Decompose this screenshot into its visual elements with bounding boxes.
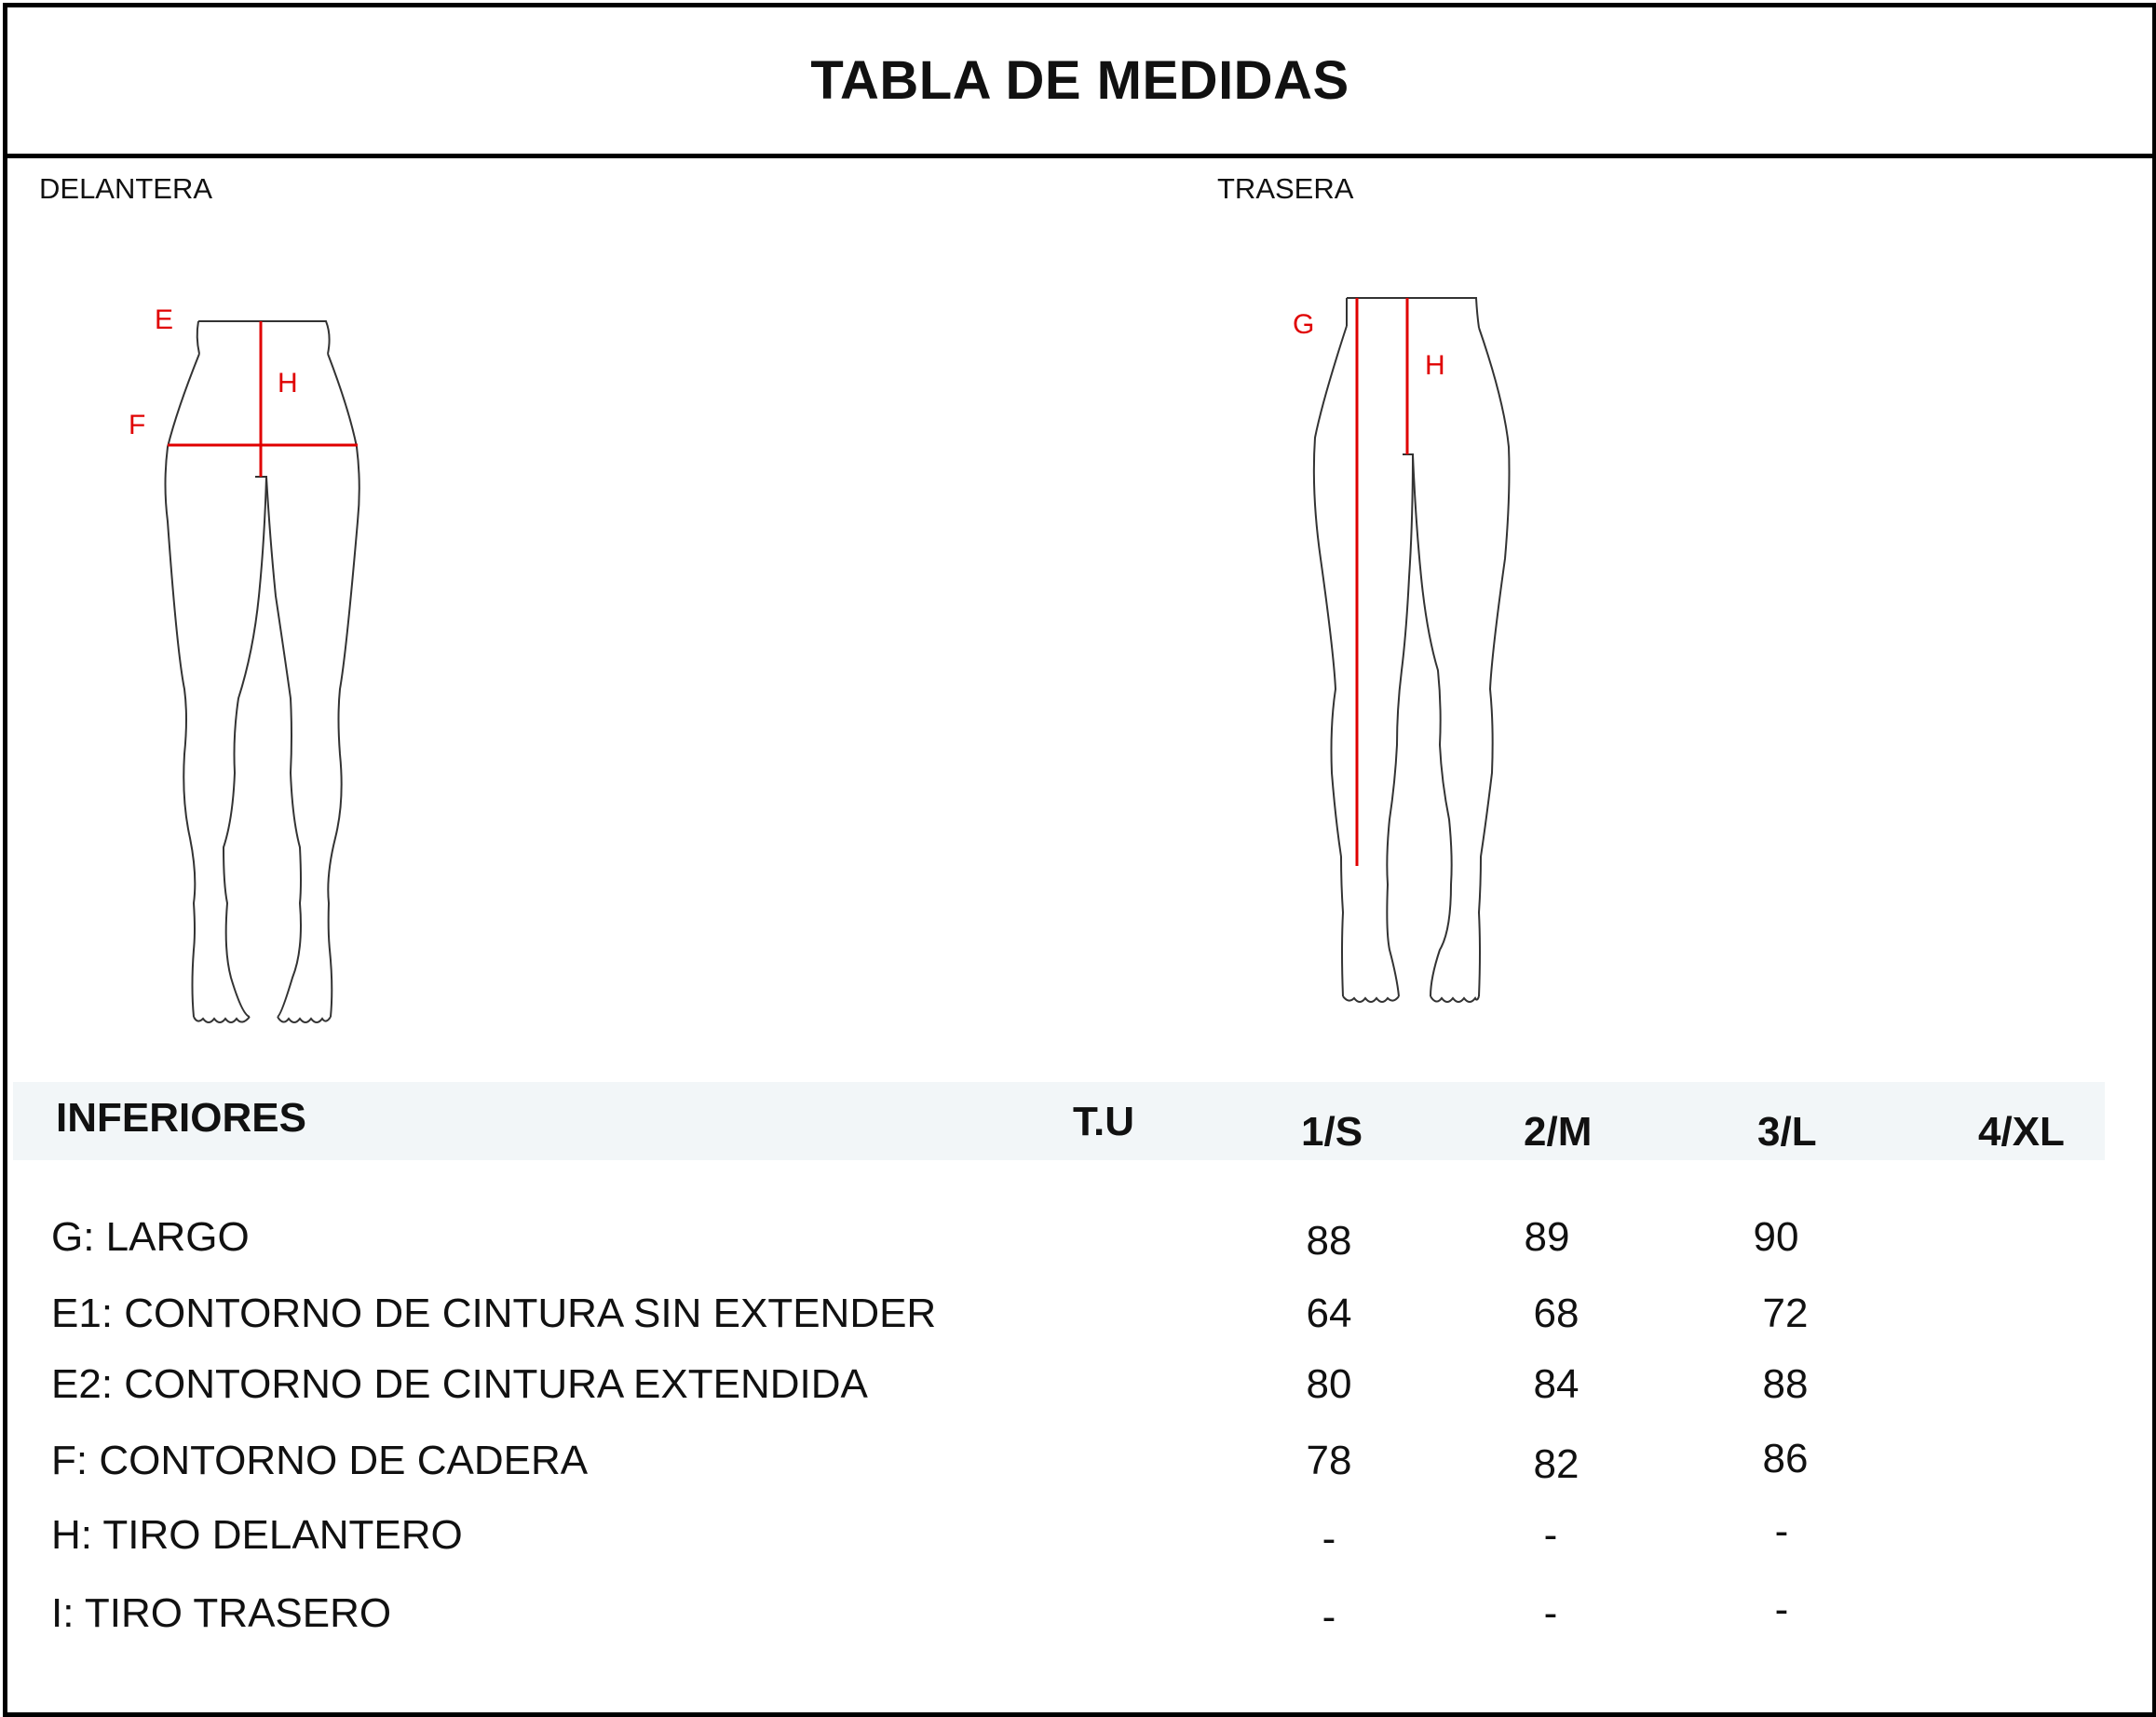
- front-leggings-outline: [166, 321, 359, 1022]
- value-m: 89: [1524, 1214, 1570, 1260]
- back-leggings-figure: [1267, 279, 1565, 1029]
- marker-h-back: H: [1425, 350, 1445, 381]
- value-s: 80: [1306, 1361, 1352, 1407]
- front-view-label: DELANTERA: [39, 172, 213, 205]
- row-label: E2: CONTORNO DE CINTURA EXTENDIDA: [51, 1361, 868, 1407]
- header-size-m: 2/M: [1524, 1109, 1593, 1155]
- value-l: 88: [1762, 1361, 1809, 1407]
- back-measure-lines: [1357, 298, 1407, 866]
- header-size-xl: 4/XL: [1978, 1109, 2065, 1155]
- value-m: 84: [1533, 1361, 1580, 1407]
- value-l: 86: [1762, 1436, 1809, 1481]
- value-s: 88: [1306, 1218, 1352, 1264]
- header-size-l: 3/L: [1757, 1109, 1817, 1155]
- front-leggings-figure: [93, 279, 391, 1048]
- value-l: 90: [1753, 1214, 1799, 1260]
- page-title: TABLA DE MEDIDAS: [810, 50, 1349, 111]
- row-label: I: TIRO TRASERO: [51, 1590, 392, 1636]
- value-m: -: [1543, 1512, 1558, 1558]
- value-s: -: [1322, 1516, 1336, 1562]
- value-s: 78: [1306, 1438, 1352, 1483]
- value-l: -: [1774, 1587, 1789, 1632]
- marker-f: F: [129, 410, 146, 440]
- value-s: -: [1322, 1594, 1336, 1640]
- header-category: INFERIORES: [56, 1095, 306, 1141]
- value-l: -: [1774, 1508, 1789, 1554]
- value-m: 82: [1533, 1441, 1580, 1487]
- header-tu: T.U: [1073, 1099, 1134, 1144]
- row-label: E1: CONTORNO DE CINTURA SIN EXTENDER: [51, 1291, 937, 1336]
- header-size-s: 1/S: [1301, 1109, 1363, 1155]
- marker-g: G: [1293, 309, 1315, 340]
- back-view-label: TRASERA: [1217, 172, 1354, 205]
- value-l: 72: [1762, 1291, 1809, 1336]
- value-s: 64: [1306, 1291, 1352, 1336]
- marker-e: E: [155, 304, 174, 335]
- back-leggings-outline: [1314, 298, 1510, 1002]
- marker-h-front: H: [278, 368, 298, 399]
- value-m: -: [1543, 1590, 1558, 1636]
- row-label: G: LARGO: [51, 1214, 250, 1260]
- row-label: F: CONTORNO DE CADERA: [51, 1438, 589, 1483]
- row-label: H: TIRO DELANTERO: [51, 1512, 463, 1558]
- title-bar: [7, 7, 2152, 158]
- value-m: 68: [1533, 1291, 1580, 1336]
